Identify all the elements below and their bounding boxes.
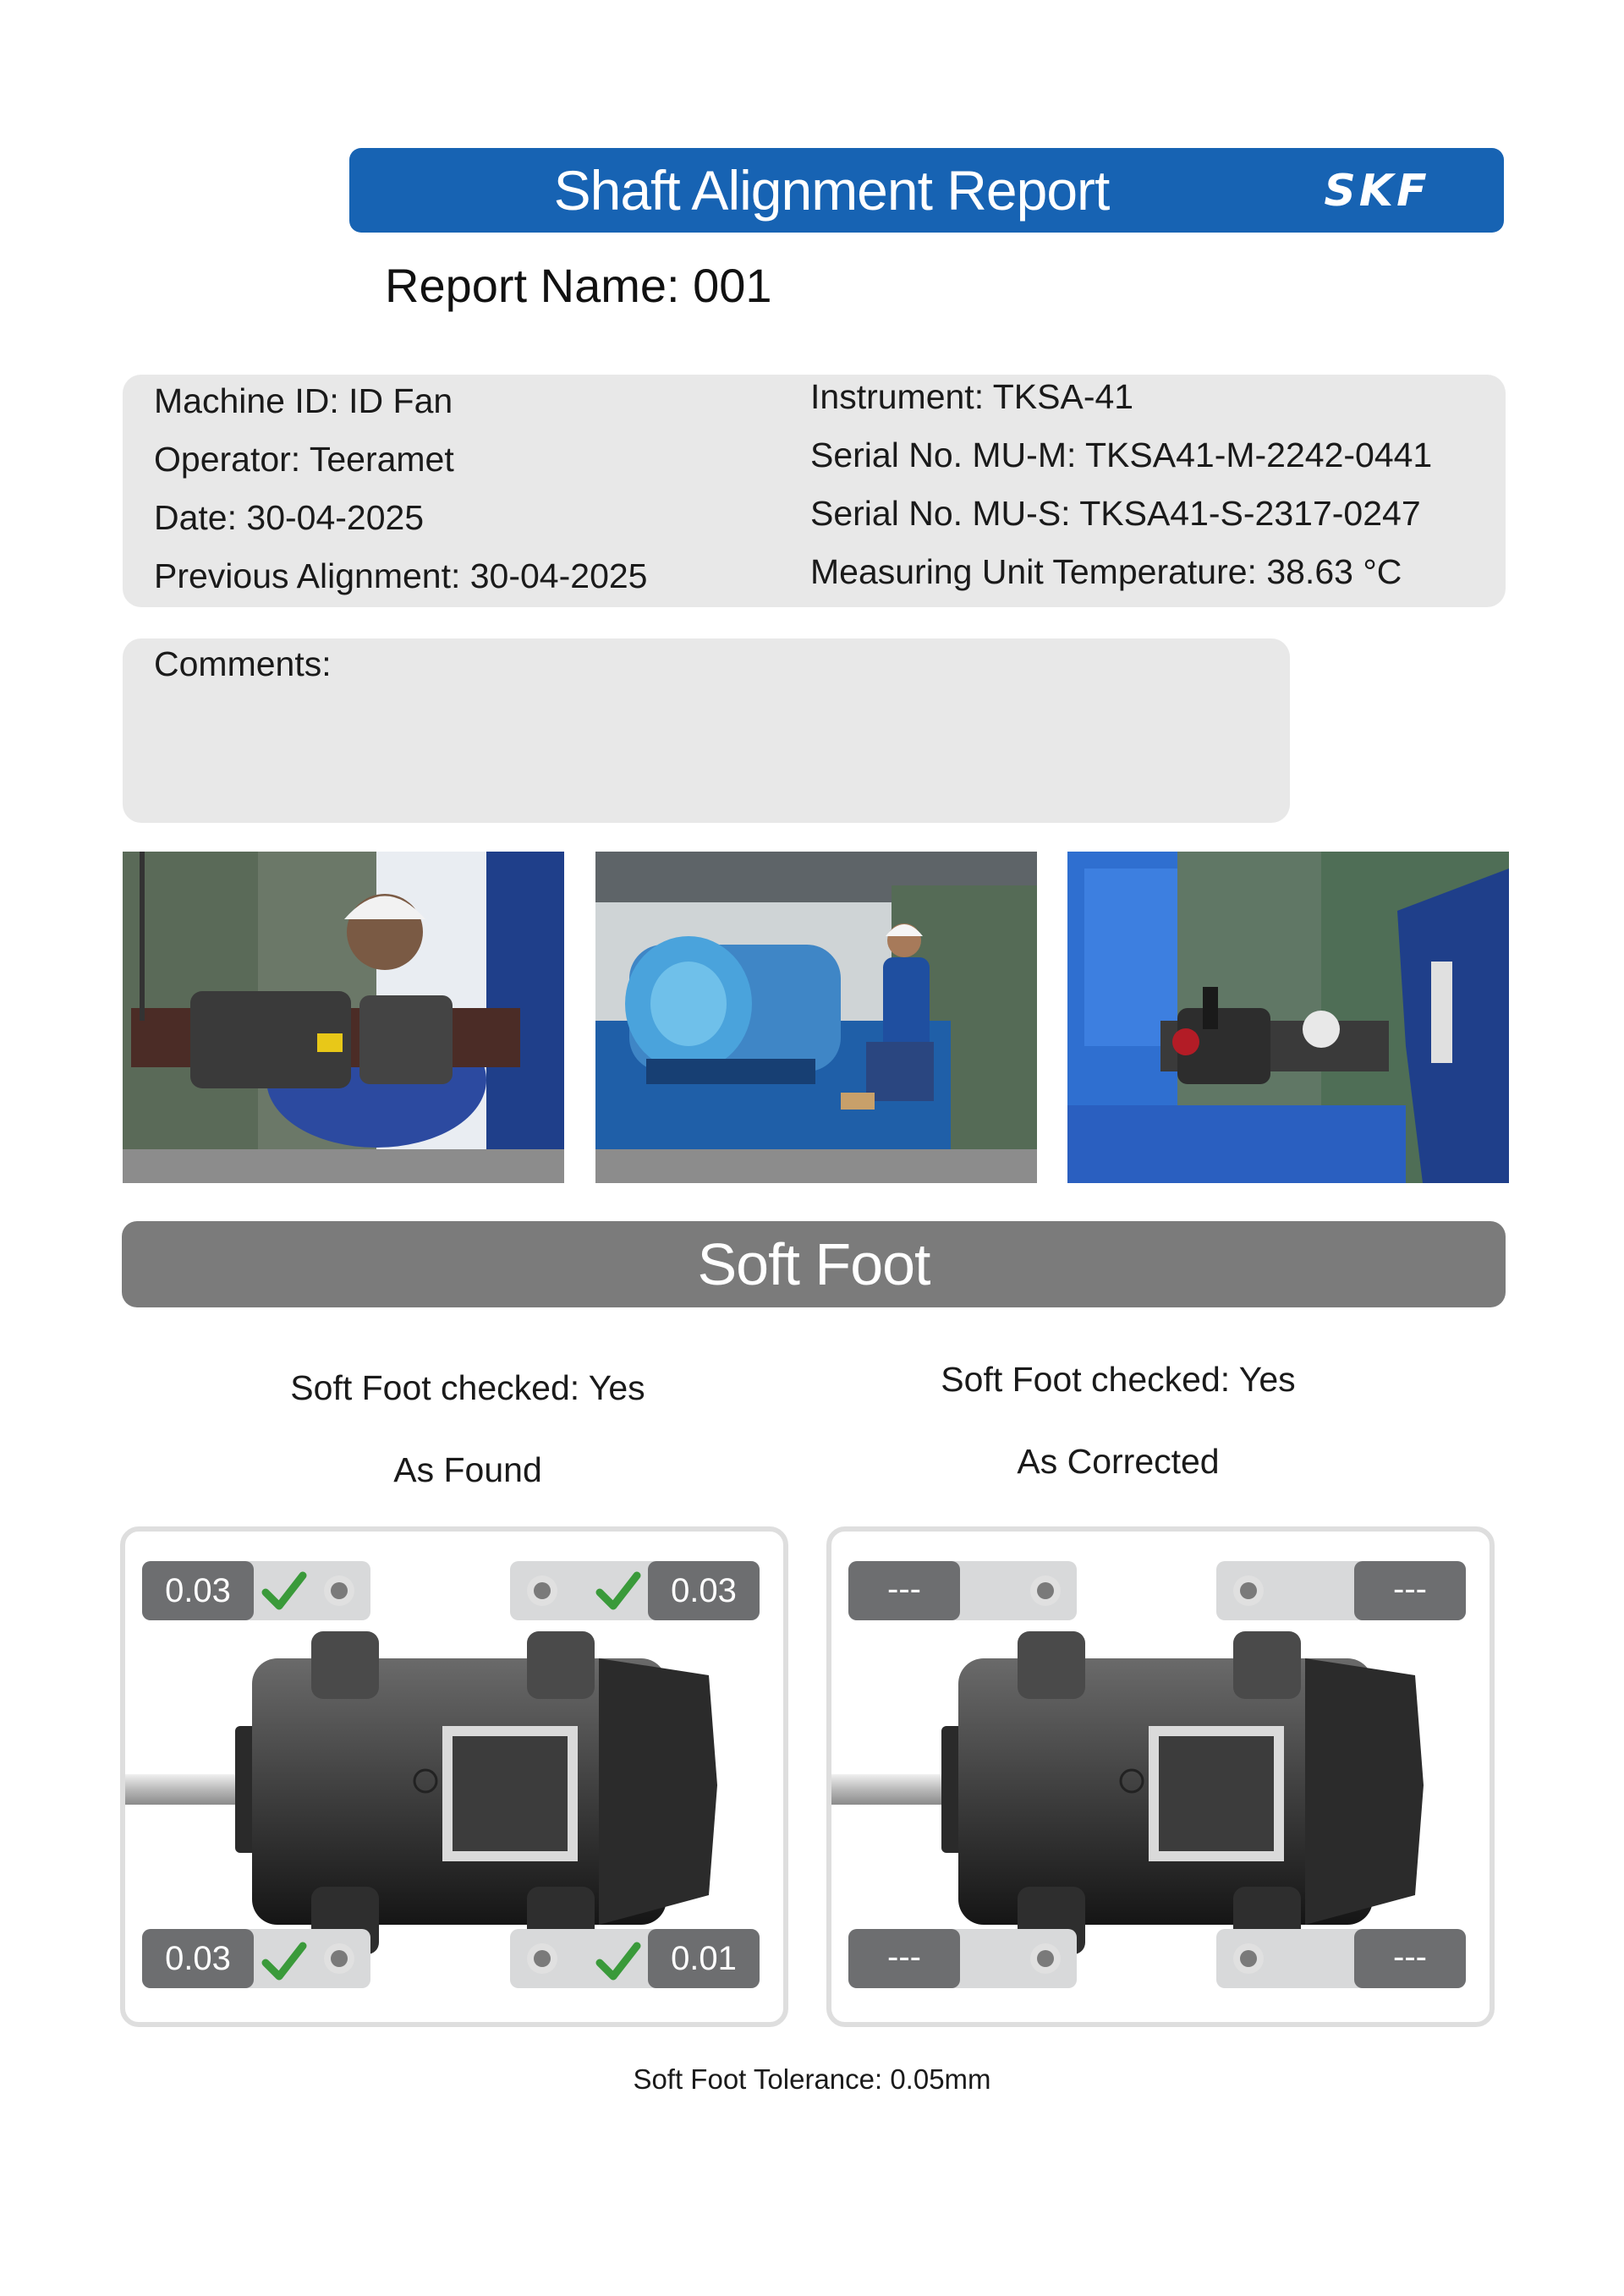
- foot-front-left-value: ---: [848, 1561, 960, 1620]
- photo-motor-technician: [595, 852, 1037, 1183]
- operator: Operator: Teeramet: [154, 440, 454, 479]
- serial-mu-m: Serial No. MU-M: TKSA41-M-2242-0441: [810, 436, 1433, 474]
- bolt-icon: [1225, 1567, 1272, 1614]
- measuring-unit-temperature: Measuring Unit Temperature: 38.63 °C: [810, 552, 1402, 591]
- skf-logo-text: SKF: [1324, 168, 1430, 212]
- as-found-label: As Found: [393, 1450, 542, 1489]
- foot-rear-right-value: 0.01: [648, 1929, 760, 1988]
- instrument: Instrument: TKSA-41: [810, 377, 1134, 416]
- check-icon: [595, 1567, 642, 1614]
- foot-rear-left-value: ---: [1354, 1561, 1466, 1620]
- machine-info-left: [154, 372, 647, 606]
- soft-foot-header: [122, 1221, 1506, 1307]
- soft-foot-title: Soft Foot: [697, 1231, 930, 1297]
- foot-rear-left-value: 0.03: [648, 1561, 760, 1620]
- photo-coupling: [123, 852, 564, 1183]
- foot-front-left-value: 0.03: [142, 1561, 254, 1620]
- skf-logo: [1292, 168, 1462, 212]
- check-icon: [595, 1937, 642, 1985]
- machine-info-right: [810, 368, 1432, 601]
- foot-rear-right-value: ---: [1354, 1929, 1466, 1988]
- report-title: Shaft Alignment Report: [553, 159, 1110, 222]
- as-corrected-motor-panel: [826, 1526, 1495, 2027]
- bolt-icon: [518, 1935, 566, 1982]
- bolt-icon: [315, 1567, 363, 1614]
- bolt-icon: [315, 1935, 363, 1982]
- comments-label: Comments:: [154, 644, 332, 683]
- as-corrected-checked-label: Soft Foot checked: Yes: [941, 1360, 1296, 1399]
- as-found-checked-label: Soft Foot checked: Yes: [290, 1368, 645, 1407]
- as-found-motor-panel: [120, 1526, 788, 2027]
- soft-foot-tolerance: Soft Foot Tolerance: 0.05mm: [633, 2063, 991, 2095]
- as-corrected-label: As Corrected: [1017, 1442, 1220, 1481]
- photo-sensor-mounting: [1067, 852, 1509, 1183]
- previous-alignment: Previous Alignment: 30-04-2025: [154, 556, 648, 595]
- report-name: Report Name: 001: [385, 259, 772, 312]
- bolt-icon: [1022, 1567, 1069, 1614]
- bolt-icon: [1022, 1935, 1069, 1982]
- foot-front-right-value: ---: [848, 1929, 960, 1988]
- machine-id: Machine ID: ID Fan: [154, 381, 453, 420]
- check-icon: [261, 1937, 308, 1985]
- check-icon: [261, 1567, 308, 1614]
- report-title-banner: [349, 148, 1504, 233]
- date: Date: 30-04-2025: [154, 498, 425, 537]
- foot-front-right-value: 0.03: [142, 1929, 254, 1988]
- bolt-icon: [1225, 1935, 1272, 1982]
- serial-mu-s: Serial No. MU-S: TKSA41-S-2317-0247: [810, 494, 1421, 533]
- bolt-icon: [518, 1567, 566, 1614]
